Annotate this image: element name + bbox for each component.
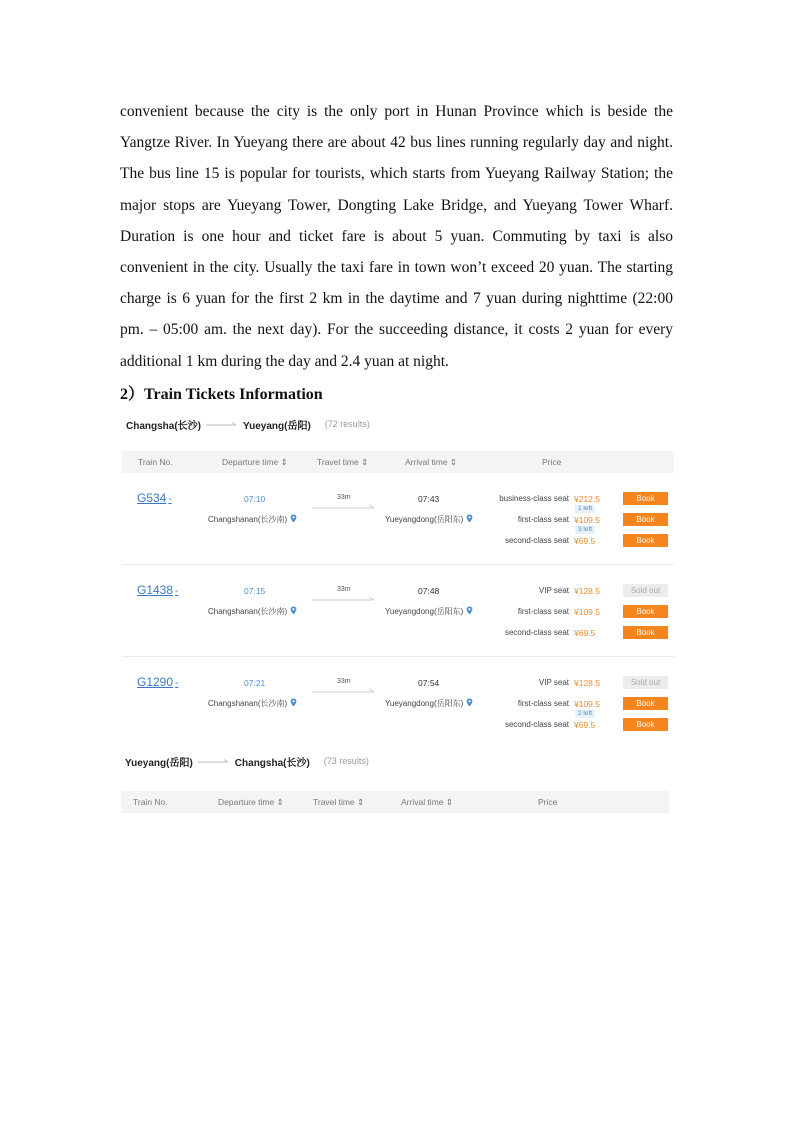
col-price: Price: [538, 797, 558, 807]
sold-out-button: Sold out: [623, 584, 668, 597]
station-label: Yueyangdong(岳阳东): [385, 699, 464, 708]
station-label: Changshanan(长沙南): [208, 607, 288, 616]
seat-type: business-class seat: [499, 494, 569, 503]
results-count: (73 results): [323, 756, 369, 766]
seat-price: ¥69.5: [574, 720, 596, 730]
route-from: Yueyang(岳阳): [125, 757, 193, 769]
seat-price: ¥109.5: [574, 607, 600, 617]
chevron-down-icon[interactable]: -: [175, 586, 179, 597]
departure-time: 07:21: [244, 678, 266, 688]
train-number[interactable]: G1438: [137, 583, 174, 597]
seat-type: second-class seat: [504, 628, 569, 637]
train-number-link[interactable]: [137, 675, 178, 689]
seat-price: ¥212.5: [574, 494, 600, 504]
location-pin-icon[interactable]: [290, 606, 297, 615]
seats-left-badge: 1 left: [575, 505, 595, 513]
travel-duration: 33m: [337, 678, 351, 685]
col-train-no[interactable]: Train No.: [133, 797, 168, 807]
train-row: [122, 566, 674, 656]
route-from: Changsha(长沙): [126, 420, 201, 432]
arrival-time: 07:48: [418, 586, 440, 596]
table-header-outbound: [122, 451, 674, 473]
table-header-return: [121, 791, 669, 813]
col-arrival[interactable]: Arrival time ⇕: [405, 457, 457, 467]
duration-arrow-icon: [312, 596, 376, 602]
route-to: Yueyang(岳阳): [243, 420, 311, 432]
route-arrow-icon: [206, 421, 238, 427]
seat-type: VIP seat: [538, 586, 569, 595]
departure-time: 07:15: [244, 586, 266, 596]
col-train-no[interactable]: Train No.: [138, 457, 173, 467]
route-header-return: [125, 751, 369, 771]
chevron-down-icon[interactable]: -: [168, 494, 172, 505]
location-pin-icon[interactable]: [466, 514, 473, 523]
train-row: [122, 658, 674, 748]
book-button[interactable]: Book: [623, 697, 668, 710]
arrival-time: 07:43: [418, 494, 440, 504]
seats-left-badge: 3 left: [575, 526, 595, 534]
seat-type: second-class seat: [504, 720, 569, 729]
col-departure[interactable]: Departure time ⇕: [222, 457, 288, 467]
seat-price: ¥69.5: [574, 628, 596, 638]
book-button[interactable]: Book: [623, 492, 668, 505]
train-number-link[interactable]: [137, 583, 178, 597]
arrival-station: [385, 698, 473, 709]
sold-out-button: Sold out: [623, 676, 668, 689]
train-number[interactable]: G534: [137, 491, 167, 505]
duration-arrow-icon: [312, 688, 376, 694]
seats-left-badge: 2 left: [575, 710, 595, 718]
seat-price: ¥109.5: [574, 699, 600, 709]
arrival-station: [385, 514, 473, 525]
results-count: (72 results): [324, 419, 370, 429]
book-button[interactable]: Book: [623, 534, 668, 547]
col-arrival[interactable]: Arrival time ⇕: [401, 797, 453, 807]
seat-type: first-class seat: [517, 699, 569, 708]
seat-price: ¥109.5: [574, 515, 600, 525]
route-to: Changsha(长沙): [234, 757, 310, 769]
section-title: 2）Train Tickets Information: [120, 386, 323, 403]
station-label: Yueyangdong(岳阳东): [385, 607, 464, 616]
col-departure[interactable]: Departure time ⇕: [218, 797, 284, 807]
route-header-outbound: [126, 414, 370, 434]
seat-type: second-class seat: [504, 536, 569, 545]
route-arrow-icon: [198, 758, 230, 764]
train-number[interactable]: G1290: [137, 675, 174, 689]
duration-arrow-icon: [312, 504, 376, 510]
seat-price: ¥69.5: [574, 536, 596, 546]
seat-price: ¥128.5: [574, 678, 600, 688]
station-label: Changshanan(长沙南): [208, 515, 288, 524]
train-number-link[interactable]: [137, 491, 172, 505]
book-button[interactable]: Book: [623, 513, 668, 526]
location-pin-icon[interactable]: [466, 698, 473, 707]
location-pin-icon[interactable]: [290, 698, 297, 707]
book-button[interactable]: Book: [623, 605, 668, 618]
arrival-time: 07:54: [418, 678, 440, 688]
travel-duration: 33m: [337, 494, 351, 501]
departure-station: [208, 698, 297, 709]
row-divider: [122, 656, 674, 657]
travel-duration: 33m: [337, 586, 351, 593]
train-row: [122, 474, 674, 564]
seat-type: first-class seat: [517, 515, 569, 524]
arrival-station: [385, 606, 473, 617]
body-paragraph: convenient because the city is the only port in Hunan Province which is beside the Yangtze River. In Yueyang there are about 42 bus lines running regularly day and night. The bus line 15 is popular for tourists, which starts from Yueyang Railway Station; the major stops are Yueyang Tower, Dongting Lake Bridge, and Yueyang Tower Wharf. Duration is one hour and ticket fare is about 5 yuan. Commuting by taxi is also convenient in the city. Usually the taxi fare in town won’t exceed 20 yuan. The starting charge is 6 yuan for the first 2 km in the daytime and 7 yuan during nighttime (22:00 pm. – 05:00 am. the next day). For the succeeding distance, it costs 2 yuan for every additional 1 km during the day and 2.4 yuan at night.: [120, 103, 673, 370]
col-travel[interactable]: Travel time ⇕: [317, 457, 369, 467]
departure-station: [208, 514, 297, 525]
chevron-down-icon[interactable]: -: [175, 678, 179, 689]
seat-price: ¥128.5: [574, 586, 600, 596]
station-label: Yueyangdong(岳阳东): [385, 515, 464, 524]
book-button[interactable]: Book: [623, 718, 668, 731]
row-divider: [122, 564, 674, 565]
col-price: Price: [542, 457, 562, 467]
seat-type: first-class seat: [517, 607, 569, 616]
location-pin-icon[interactable]: [290, 514, 297, 523]
departure-time: 07:10: [244, 494, 266, 504]
seat-type: VIP seat: [538, 678, 569, 687]
col-travel[interactable]: Travel time ⇕: [313, 797, 365, 807]
departure-station: [208, 606, 297, 617]
book-button[interactable]: Book: [623, 626, 668, 639]
station-label: Changshanan(长沙南): [208, 699, 288, 708]
location-pin-icon[interactable]: [466, 606, 473, 615]
